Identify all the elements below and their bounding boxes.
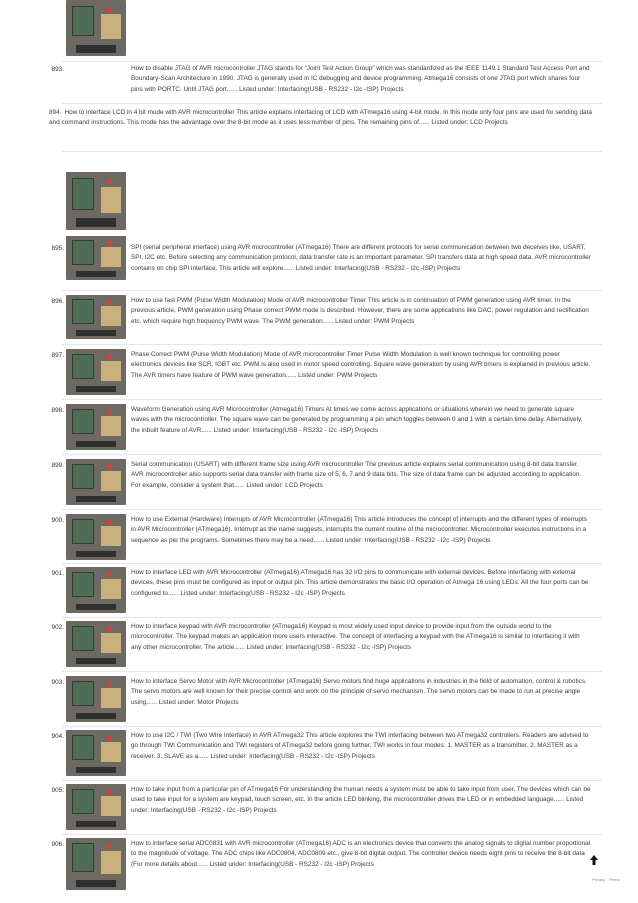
- divider: [62, 671, 602, 672]
- entry-number: 899.: [51, 462, 64, 469]
- entry-description[interactable]: How to interface serial ADC0831 with AVR microcontroller (ATmega16) ADC is an electronics device that converts the analog signals to digital number proportional to the magnitude of voltage. The ADC chips like ADC0804, ADC0809 etc., give 8-bit digital output. The controller device needs eight pins to receive the 8-bit data (For more details about...... Listed under: Interfacing(USB - RS232 - I2c -ISP) Projects: [131, 840, 591, 868]
- project-thumbnail[interactable]: [66, 784, 126, 830]
- project-thumbnail[interactable]: [66, 730, 126, 776]
- entry-description[interactable]: SPI (serial peripheral interface) using AVR microcontroller (ATmega16) There are different protocols for serial communication between two deceives like, USART, SPI, I2C etc. Before selecting any communication protocol, data transfer rate is an important parameter. SPI transfers data at high speed data. AVR microcontroller contains on chip SPI interface. This article will explore...... Listed under: Interfacing(USB - RS232 - I2c -ISP) Projects: [131, 244, 591, 272]
- entry-number: 893.: [51, 66, 64, 73]
- divider: [62, 563, 602, 564]
- entry-number: 905.: [51, 787, 64, 794]
- project-thumbnail[interactable]: [66, 0, 126, 56]
- project-thumbnail[interactable]: [66, 567, 126, 613]
- entry-description[interactable]: [49, 108, 594, 129]
- divider: [62, 399, 602, 400]
- project-thumbnail[interactable]: [66, 349, 126, 395]
- entry-number: 898.: [51, 407, 64, 414]
- entry-number: 902.: [51, 624, 64, 631]
- project-thumbnail[interactable]: [66, 838, 126, 890]
- entry-description[interactable]: Serial communication (USART) with different frame size using AVR microcontroller The previous article explains serial communication using 8-bit data transfer. AVR microcontroller also supports serial data transfer with frame size of 5, 6, 7 and 9 data bits. The size of data frame can be adjusted according to application. For example, consider a system that...... Listed under: LCD Projects: [131, 461, 582, 489]
- entry-number: 900.: [51, 517, 64, 524]
- entry-description[interactable]: How to interface LED with AVR Microcontroller (ATmega16) ATmega16 has 32 I/O pins to communicate with external devices. Before interfacing with external devices, these pins must be configured as input or output pin. This article demonstrates the basic I/O operation of Atmega 16 using LEDs. All the four ports can be configured to...... Listed under: Interfacing(USB - RS232 - I2c -ISP) Projects: [131, 569, 589, 597]
- divider: [62, 509, 602, 510]
- divider: [62, 780, 602, 781]
- divider: [62, 834, 602, 835]
- entry-number: 903.: [51, 679, 64, 686]
- project-thumbnail[interactable]: [66, 236, 126, 280]
- entry-description[interactable]: How to take input from a particular pin of ATmega16 For understanding the human needs a system must be able to take input from user. The devices which can be used to take input for a system are keypad, touch screen, etc. In the article LED blinking, the microcontroller drives the LED or in embedded language...... Listed under: Interfacing(USB - RS232 - I2c -ISP) Projects: [131, 786, 591, 814]
- entry-number: 904.: [51, 733, 64, 740]
- footer-links[interactable]: Privacy - Terms: [592, 877, 620, 882]
- divider: [62, 151, 602, 152]
- project-thumbnail[interactable]: [66, 676, 126, 722]
- project-thumbnail[interactable]: [66, 514, 126, 560]
- entry-number: 896.: [51, 298, 64, 305]
- entry-description[interactable]: How to use fast PWM (Pulse Width Modulation) Mode of AVR microcontroller Timer This article is in continuation of PWM generation using AVR timer. In the previous article, PWM generation using Phase correct PWM mode is described. However, there are some applications like DAC, power regulation and rectification etc. which require high frequency PWM wave. The PWM generation...... Listed under: PWM Projects: [131, 297, 589, 325]
- entry-description[interactable]: How to use I2C / TWI (Two Wire Interface) in AVR ATmega32 This article explores the TWI interfacing between two ATmega32 controllers. Readers are advised to go through TWI Communication and TWI registers of ATmega32 before going further. TWI works in four modes: 1. MASTER as a transmitter. 2. MASTER as a receiver. 3. SLAVE as a...... Listed under: Interfacing(USB - RS232 - I2c -ISP) Projects: [131, 732, 589, 760]
- entry-text: How to interface LCD in 4 bit mode with AVR microcontroller This article explains interfacing of LCD with ATmega16 using 4-bit mode. In this mode only four pins are used for sending data and command instructions. This mode has the advantage over the 8-bit mode as it uses less number of pins. The remaining pins of...... Listed under: LCD Projects: [49, 109, 592, 127]
- divider: [62, 344, 602, 345]
- arrow-up-icon[interactable]: [590, 852, 598, 862]
- project-thumbnail[interactable]: [66, 172, 126, 230]
- project-thumbnail[interactable]: [66, 621, 126, 667]
- divider: [62, 617, 602, 618]
- entry-description[interactable]: How to interface Servo Motor with AVR Microcontroller (ATmega16) Servo motors find huge applications in industries in the field of automation, control & robotics. The servo motors are well known for their precise control and work on the principle of servo mechanism. The servo motors can be made to run at precise angle using...... Listed under: Motor Projects: [131, 678, 587, 706]
- divider: [62, 103, 602, 104]
- project-thumbnail[interactable]: [66, 404, 126, 450]
- entry-number: 897.: [51, 352, 64, 359]
- entry-description[interactable]: How to disable JTAG of AVR microcontroller JTAG stands for “Joint Test Action Group” which was standardized as the IEEE 1149.1 Standard Test Access Port and Boundary-Scan Architecture in 1990. JTAG is generally used in IC debugging and device programming. Atmega16 consists of one JTAG port which shares four pins with PORTC. Until JTAG port...... Listed under: Interfacing(USB - RS232 - I2c -ISP) Projects: [131, 65, 590, 93]
- entry-number: 894.: [49, 109, 62, 116]
- entry-number: 906.: [51, 841, 64, 848]
- entry-number: 901.: [51, 570, 64, 577]
- entry-description[interactable]: How to use External (Hardware) Interrupts of AVR Microcontroller (ATmega16) This article introduces the concept of interrupts and the different types of interrupts in AVR Microcontroller (ATmega16). Interrupt as the name suggests, interrupts the current routine of the microcontroller. Microcontroller executes instructions in a sequence as per the programs. Sometimes there may be a need...... Listed under: Interfacing(USB - RS232 - I2c -ISP) Projects: [131, 516, 587, 544]
- divider: [62, 454, 602, 455]
- entry-description[interactable]: How to interface keypad with AVR microcontroller (ATmega16) Keypad is most widely used input device to provide input from the outside world to the microcontroller. The keypad makes an application more users interactive. The concept of interfacing a keypad with the ATmega16 is similar to interfacing it with any other microcontroller. The article...... Listed under: Interfacing(USB - RS232 - I2c -ISP) Projects: [131, 623, 580, 651]
- entry-description[interactable]: Waveform Generation using AVR Microcontroller (Atmega16) Timers At times we come across applications or situations wherein we need to generate square waves with the microcontroller. The square wave can be generated by programming a pin which toggles between 0 and 1 with a certain time delay. Alternatively, the inbuilt feature of AVR...... Listed under: Interfacing(USB - RS232 - I2c -ISP) Projects: [131, 406, 583, 434]
- divider: [62, 61, 602, 62]
- divider: [62, 290, 602, 291]
- divider: [62, 726, 602, 727]
- entry-description[interactable]: Phase Correct PWM (Pulse Width Modulation) Mode of AVR microcontroller Timer Pulse Width Modulation is well known technique for controlling power electronics devices like SCR, IGBT etc. PWM is also used in motor speed controlling. Square wave generation by using AVR timers is explained in previous article. The AVR timers have feature of PWM wave generation...... Listed under: PWM Projects: [131, 351, 591, 379]
- project-thumbnail[interactable]: [66, 295, 126, 339]
- entry-number: 895.: [51, 245, 64, 252]
- project-thumbnail[interactable]: [66, 459, 126, 505]
